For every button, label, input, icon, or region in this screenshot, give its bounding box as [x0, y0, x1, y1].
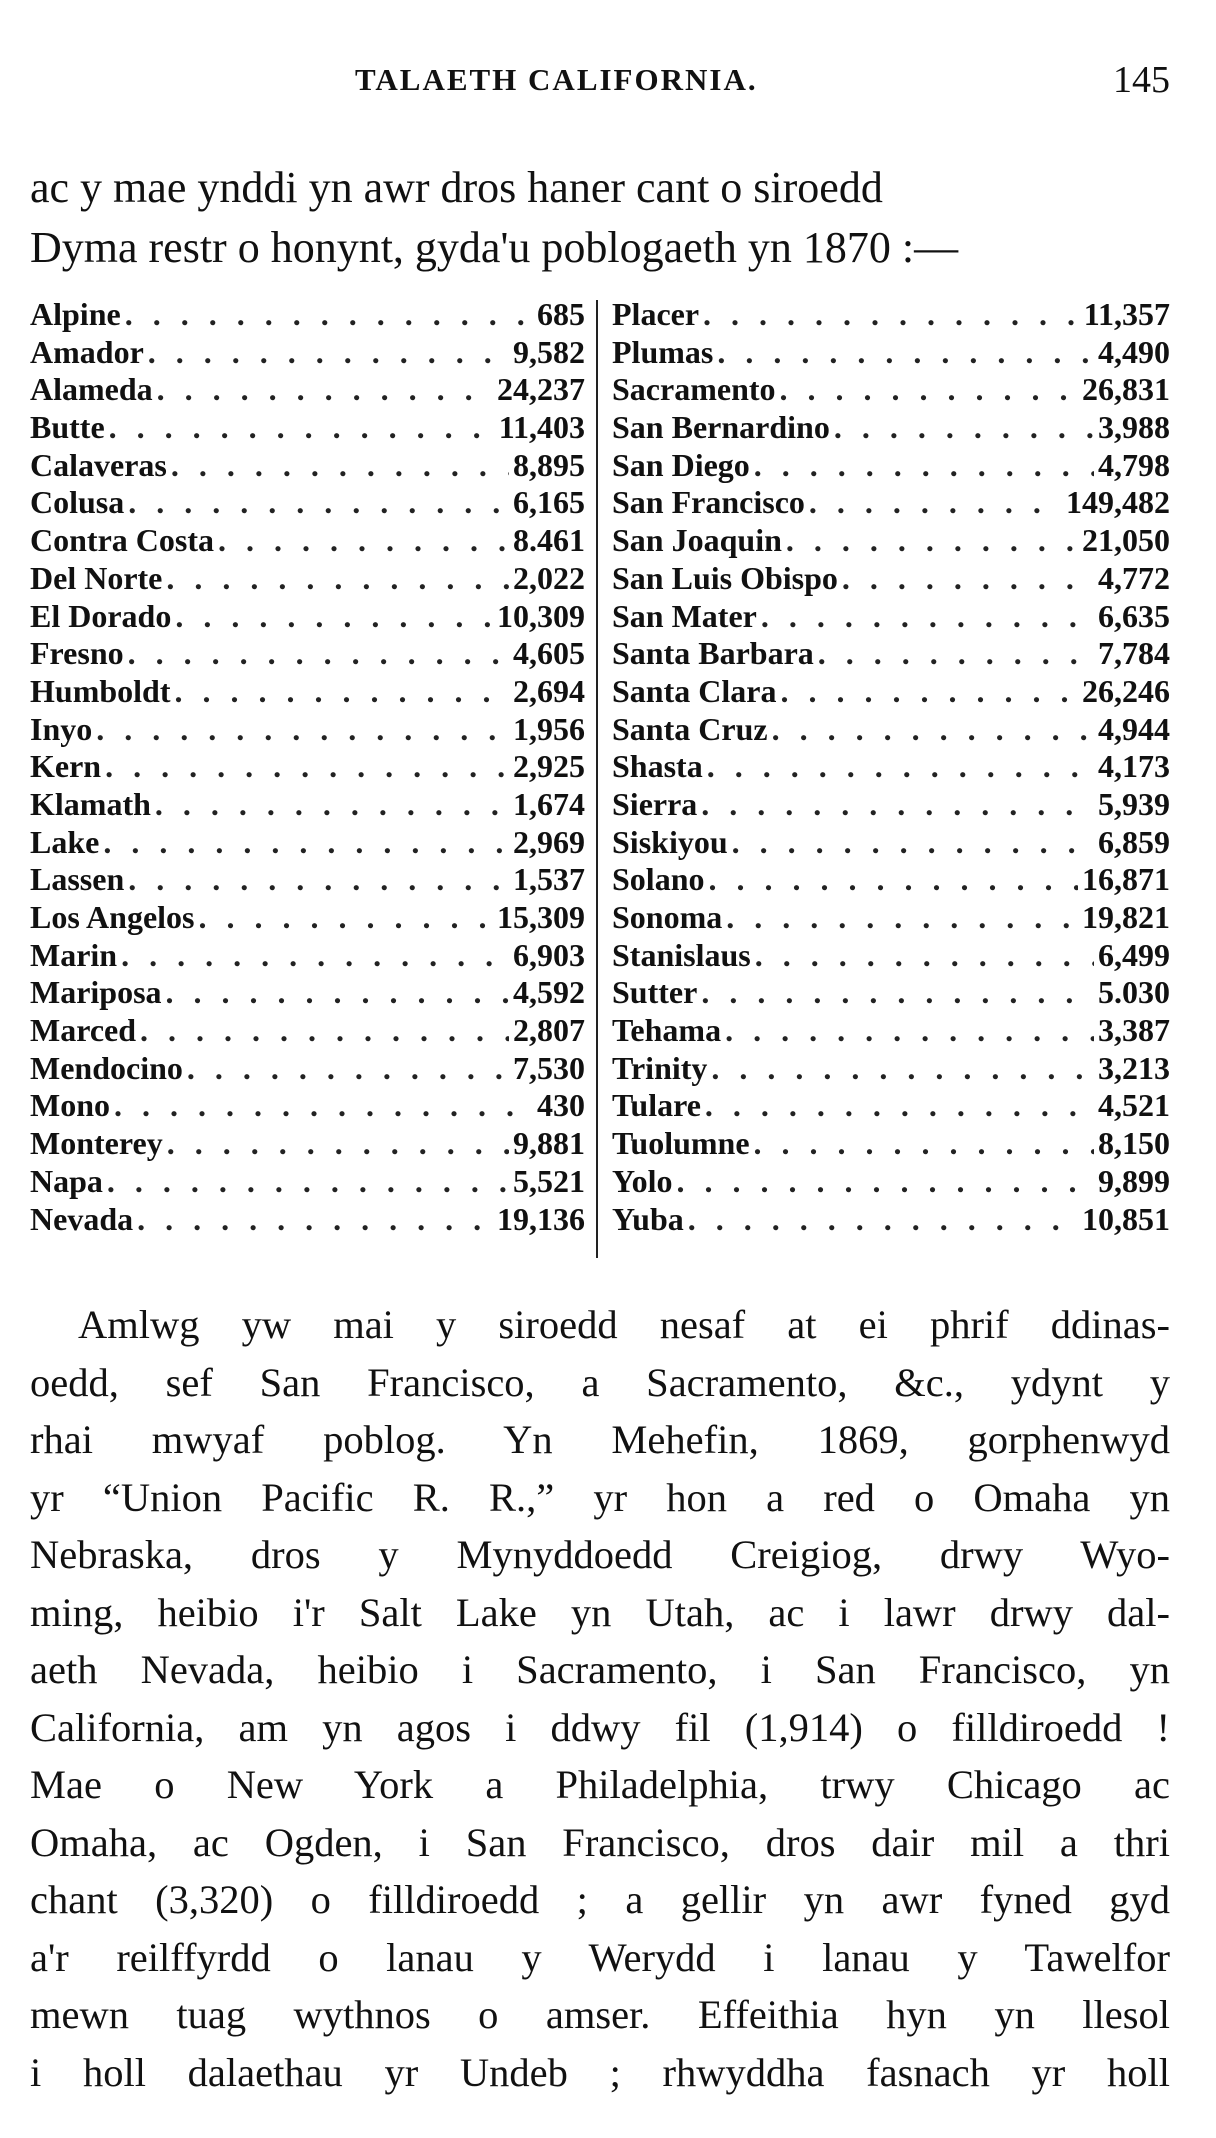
county-name: Nevada — [30, 1200, 134, 1237]
body-line: oedd, sef San Francisco, a Sacramento, &c., ydynt y — [30, 1359, 1170, 1405]
dot-leader — [140, 1012, 509, 1050]
table-row — [612, 1012, 1170, 1050]
population-value: 5,521 — [513, 1162, 585, 1199]
table-row — [612, 786, 1170, 824]
population-value: 3,988 — [1098, 409, 1170, 446]
table-row — [30, 560, 585, 598]
population-value: 149,482 — [1066, 484, 1170, 521]
county-name: Fresno — [30, 635, 124, 672]
dot-leader — [842, 560, 1094, 598]
population-value: 4,592 — [513, 974, 585, 1011]
table-row — [612, 824, 1170, 862]
body-line: a'r reilffyrdd o lanau y Werydd i lanau y Tawelfor — [30, 1934, 1170, 1980]
table-row — [30, 296, 585, 334]
population-value: 11,357 — [1083, 296, 1170, 332]
table-row — [612, 598, 1170, 636]
body-line: i holl dalaethau yr Undeb ; rhwyddha fasnach yr holl — [30, 2049, 1170, 2095]
dot-leader — [755, 937, 1094, 975]
body-line: yr “Union Pacific R. R.,” yr hon a red o Omaha yn — [30, 1474, 1170, 1520]
population-value: 16,871 — [1082, 861, 1170, 898]
county-name: San Mater — [612, 597, 757, 634]
county-name: Alpine — [30, 296, 121, 332]
population-value: 4,173 — [1098, 748, 1170, 785]
dot-leader — [103, 824, 509, 862]
population-value: 6,903 — [513, 936, 585, 973]
table-row — [612, 1050, 1170, 1088]
dot-leader — [174, 673, 509, 711]
county-name: Mariposa — [30, 974, 162, 1011]
population-value: 6,499 — [1098, 936, 1170, 973]
table-row — [30, 711, 585, 749]
county-name: Klamath — [30, 785, 151, 822]
table-row — [30, 371, 585, 409]
population-value: 24,237 — [497, 371, 585, 408]
county-name: Amador — [30, 333, 144, 370]
table-row — [612, 635, 1170, 673]
table-row — [612, 673, 1170, 711]
dot-leader — [218, 522, 509, 560]
dot-leader — [834, 409, 1094, 447]
page-header — [30, 58, 1170, 108]
county-name: Shasta — [612, 748, 703, 785]
table-row — [30, 1087, 585, 1125]
dot-leader — [708, 861, 1078, 899]
table-row — [30, 1201, 585, 1239]
county-name: Yolo — [612, 1162, 673, 1199]
table-column-left — [30, 296, 585, 1238]
dot-leader — [107, 1163, 509, 1201]
body-line: Mae o New York a Philadelphia, trwy Chicago ac — [30, 1762, 1170, 1807]
population-value: 11,403 — [498, 409, 585, 446]
dot-leader — [705, 1087, 1094, 1125]
population-value: 26,831 — [1082, 371, 1170, 408]
table-row — [612, 484, 1170, 522]
population-value: 21,050 — [1082, 522, 1170, 559]
body-line: aeth Nevada, heibio i Sacramento, i San Francisco, yn — [30, 1647, 1170, 1692]
county-name: Sacramento — [612, 371, 776, 408]
county-name: Marin — [30, 936, 118, 973]
dot-leader — [754, 1125, 1094, 1163]
county-name: Napa — [30, 1162, 103, 1199]
county-name: Calaveras — [30, 446, 167, 483]
dot-leader — [780, 371, 1078, 409]
county-name: Yuba — [612, 1200, 684, 1237]
body-line: mewn tuag wythnos o amser. Effeithia hyn yn llesol — [30, 1992, 1170, 2037]
population-value: 19,821 — [1082, 899, 1170, 935]
county-name: Kern — [30, 748, 102, 785]
body-line: California, am yn agos i ddwy fil (1,914) o filldiroedd ! — [30, 1704, 1170, 1750]
page-number: 145 — [1113, 59, 1170, 101]
population-value: 1,956 — [513, 710, 585, 747]
dot-leader — [167, 1125, 509, 1163]
dot-leader — [732, 824, 1094, 862]
county-name: Solano — [612, 861, 705, 898]
dot-leader — [703, 296, 1080, 334]
population-value: 1,674 — [513, 785, 585, 822]
body-line: rhai mwyaf poblog. Yn Mehefin, 1869, gorphenwyd — [30, 1417, 1170, 1462]
county-name: Mono — [30, 1087, 110, 1124]
body-line: Nebraska, dros y Mynyddoedd Creigiog, drwy Wyo- — [30, 1532, 1170, 1577]
table-column-right — [612, 296, 1170, 1238]
table-row — [30, 673, 585, 711]
dot-leader — [701, 786, 1094, 824]
population-value: 7,530 — [513, 1049, 585, 1086]
intro-line: Dyma restr o honynt, gyda'u poblogaeth yn 1870 :— — [30, 223, 959, 272]
dot-leader — [171, 447, 509, 485]
dot-leader — [754, 447, 1094, 485]
table-row — [30, 522, 585, 560]
table-row — [612, 334, 1170, 372]
table-row — [612, 1125, 1170, 1163]
county-name: Sierra — [612, 785, 698, 822]
county-name: Plumas — [612, 333, 714, 370]
population-value: 4,944 — [1098, 710, 1170, 747]
county-name: Monterey — [30, 1125, 163, 1162]
dot-leader — [109, 409, 495, 447]
county-name: Lassen — [30, 861, 125, 898]
body-line: Omaha, ac Ogden, i San Francisco, dros dair mil a thri — [30, 1819, 1170, 1865]
body-line: ming, heibio i'r Salt Lake yn Utah, ac i lawr drwy dal- — [30, 1589, 1170, 1635]
county-name: San Bernardino — [612, 409, 830, 446]
table-row — [30, 974, 585, 1012]
county-name: Tuolumne — [612, 1125, 750, 1162]
county-name: Santa Cruz — [612, 710, 768, 747]
county-name: Mendocino — [30, 1049, 183, 1086]
population-value: 9,899 — [1098, 1162, 1170, 1199]
table-row — [612, 899, 1170, 937]
column-divider — [596, 300, 598, 1258]
population-value: 5,939 — [1098, 785, 1170, 822]
population-value: 6,859 — [1098, 823, 1170, 860]
dot-leader — [707, 748, 1094, 786]
dot-leader — [818, 635, 1094, 673]
table-row — [30, 1012, 585, 1050]
county-name: Alameda — [30, 371, 153, 408]
intro-paragraph — [30, 158, 1170, 278]
dot-leader — [137, 1201, 493, 1239]
population-value: 3,387 — [1098, 1012, 1170, 1049]
dot-leader — [676, 1163, 1094, 1201]
dot-leader — [701, 974, 1094, 1012]
population-value: 9,582 — [513, 333, 585, 370]
dot-leader — [105, 748, 509, 786]
table-row — [612, 937, 1170, 975]
county-name: San Joaquin — [612, 522, 782, 559]
population-value: 4,521 — [1098, 1087, 1170, 1124]
dot-leader — [128, 635, 509, 673]
table-row — [612, 296, 1170, 334]
dot-leader — [717, 334, 1094, 372]
body-paragraph — [30, 1296, 1170, 2101]
population-value: 10,309 — [497, 597, 585, 634]
table-row — [30, 1125, 585, 1163]
population-value: 19,136 — [497, 1200, 585, 1237]
dot-leader — [128, 484, 509, 522]
dot-leader — [157, 371, 493, 409]
population-value: 1,537 — [513, 861, 585, 898]
dot-leader — [780, 673, 1078, 711]
table-row — [612, 447, 1170, 485]
population-value: 8,895 — [513, 446, 585, 483]
table-row — [612, 560, 1170, 598]
dot-leader — [761, 598, 1094, 636]
county-name: Santa Clara — [612, 672, 777, 709]
county-name: Marced — [30, 1012, 137, 1049]
table-row — [30, 484, 585, 522]
dot-leader — [155, 786, 509, 824]
table-row — [612, 522, 1170, 560]
table-row — [612, 748, 1170, 786]
population-value: 4,772 — [1098, 559, 1170, 596]
table-row — [30, 899, 585, 937]
table-row — [612, 711, 1170, 749]
table-row — [30, 1163, 585, 1201]
body-line: Amlwg yw mai y siroedd nesaf at ei phrif ddinas- — [78, 1302, 1170, 1347]
county-name: Sutter — [612, 974, 698, 1011]
dot-leader — [726, 899, 1078, 937]
table-row — [30, 334, 585, 372]
county-name: Sonoma — [612, 899, 723, 935]
county-name: Stanislaus — [612, 936, 751, 973]
dot-leader — [772, 711, 1094, 749]
dot-leader — [166, 974, 509, 1012]
population-value: 10,851 — [1082, 1200, 1170, 1237]
population-value: 9,881 — [513, 1125, 585, 1162]
table-row — [30, 748, 585, 786]
population-value: 3,213 — [1098, 1049, 1170, 1086]
table-row — [612, 1201, 1170, 1239]
table-row — [30, 635, 585, 673]
population-value: 5.030 — [1098, 974, 1170, 1011]
population-value: 26,246 — [1082, 672, 1170, 709]
population-value: 2,807 — [513, 1012, 585, 1049]
county-name: Butte — [30, 409, 105, 446]
county-name: Santa Barbara — [612, 635, 814, 672]
county-name: Del Norte — [30, 559, 163, 596]
county-name: Colusa — [30, 484, 125, 521]
population-value: 7,784 — [1098, 635, 1170, 672]
population-value: 6,165 — [513, 484, 585, 521]
county-name: San Luis Obispo — [612, 559, 838, 596]
table-row — [612, 974, 1170, 1012]
dot-leader — [96, 711, 509, 749]
population-value: 4,490 — [1098, 333, 1170, 370]
dot-leader — [175, 598, 493, 636]
table-row — [30, 598, 585, 636]
population-value: 2,925 — [513, 748, 585, 785]
dot-leader — [128, 861, 509, 899]
dot-leader — [148, 334, 509, 372]
county-name: El Dorado — [30, 597, 172, 634]
population-value: 8.461 — [513, 522, 585, 559]
table-row — [30, 824, 585, 862]
intro-line: ac y mae ynddi yn awr dros haner cant o siroedd — [30, 163, 883, 212]
county-name: Tulare — [612, 1087, 701, 1124]
dot-leader — [187, 1050, 509, 1088]
dot-leader — [711, 1050, 1094, 1088]
table-row — [30, 409, 585, 447]
county-name: Lake — [30, 823, 100, 860]
dot-leader — [198, 899, 493, 937]
dot-leader — [725, 1012, 1094, 1050]
running-title: TALAETH CALIFORNIA. — [355, 62, 758, 97]
population-value: 2,694 — [513, 672, 585, 709]
table-row — [612, 1163, 1170, 1201]
dot-leader — [786, 522, 1078, 560]
county-name: Humboldt — [30, 672, 171, 709]
population-value: 4,798 — [1098, 446, 1170, 483]
population-value: 430 — [537, 1087, 585, 1124]
county-name: Contra Costa — [30, 522, 214, 559]
table-row — [612, 409, 1170, 447]
county-name: Placer — [612, 296, 700, 332]
dot-leader — [121, 937, 509, 975]
dot-leader — [114, 1087, 533, 1125]
table-row — [612, 1087, 1170, 1125]
dot-leader — [688, 1201, 1078, 1239]
county-name: San Francisco — [612, 484, 805, 521]
county-name: San Diego — [612, 446, 750, 483]
population-value: 15,309 — [497, 899, 585, 935]
county-name: Tehama — [612, 1012, 722, 1049]
county-name: Los Angelos — [30, 899, 195, 935]
population-value: 6,635 — [1098, 597, 1170, 634]
body-line: chant (3,320) o filldiroedd ; a gellir yn awr fyned gyd — [30, 1877, 1170, 1922]
dot-leader — [166, 560, 509, 598]
population-value: 8,150 — [1098, 1125, 1170, 1162]
table-row — [30, 861, 585, 899]
county-name: Trinity — [612, 1049, 708, 1086]
population-value: 2,022 — [513, 559, 585, 596]
table-row — [30, 937, 585, 975]
dot-leader — [125, 296, 533, 334]
dot-leader — [809, 484, 1062, 522]
population-value: 4,605 — [513, 635, 585, 672]
county-name: Inyo — [30, 710, 93, 747]
table-row — [612, 371, 1170, 409]
population-value: 685 — [537, 296, 585, 332]
county-name: Siskiyou — [612, 823, 728, 860]
table-row — [30, 786, 585, 824]
county-population-table — [30, 296, 1170, 1262]
table-row — [30, 447, 585, 485]
population-value: 2,969 — [513, 823, 585, 860]
table-row — [30, 1050, 585, 1088]
table-row — [612, 861, 1170, 899]
